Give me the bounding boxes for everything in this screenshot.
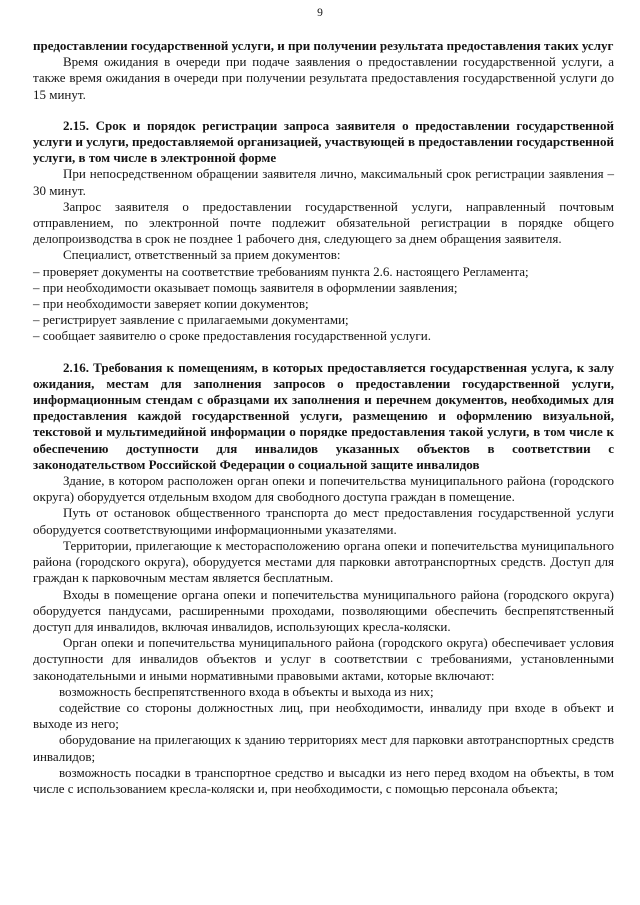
paragraph-2-15-2: Запрос заявителя о предоставлении государственной услуги, направленный почтовым отправлением, по электронной почте подлежит обязательной регистрации в порядке общего делопроизводства в срок не позднее 1 рабочего дня, следующего за днем обращения заявителя. bbox=[33, 198, 614, 247]
paragraph-2-15-1: При непосредственном обращении заявителя лично, максимальный срок регистрации заявления – 30 минут. bbox=[33, 166, 614, 198]
list-item: – регистрирует заявление с прилагаемыми документами; bbox=[33, 312, 349, 328]
page-number: 9 bbox=[317, 7, 323, 19]
paragraph-2-16-3: Территории, прилегающие к месторасположению органа опеки и попечительства муниципального района (городского округа), оборудуется местами для парковки автотранспортных средств. Доступ для граждан к парковочным местам является бесплатным. bbox=[33, 537, 614, 586]
list-item: – при необходимости оказывает помощь заявителя в оформлении заявления; bbox=[33, 279, 458, 295]
document-body bbox=[33, 38, 614, 797]
paragraph-waiting-time: Время ожидания в очереди при подаче заявления о предоставлении государственной услуги, а также время ожидания в очереди при получении результата предоставления государственной услуги до 15 минут. bbox=[33, 54, 614, 102]
heading-continuation: предоставлении государственной услуги, и при получении результата предоставления таких услуг bbox=[33, 38, 614, 53]
section-heading-2-15: 2.15. Срок и порядок регистрации запроса заявителя о предоставлении государственной услуги и услуги, предоставляемой организацией, участвующей в предоставлении государственной услуги, в том числе в электронной форме bbox=[33, 117, 614, 166]
list-item: – проверяет документы на соответствие требованиям пункта 2.6. настоящего Регламента; bbox=[33, 263, 529, 279]
list-item: оборудование на прилегающих к зданию территориях мест для парковки автотранспортных средств инвалидов; bbox=[33, 732, 614, 764]
list-item: возможность посадки в транспортное средство и высадки из него перед входом на объекты, в том числе с использованием кресла-коляски и, при необходимости, с помощью персонала объекта; bbox=[33, 764, 614, 796]
paragraph-2-16-1: Здание, в котором расположен орган опеки и попечительства муниципального района (городского округа) оборудуется отдельным входом для свободного доступа граждан в помещение. bbox=[33, 473, 614, 505]
list-item: содействие со стороны должностных лиц, при необходимости, инвалиду при входе в объект и выходе из него; bbox=[33, 699, 614, 732]
paragraph-2-15-3: Специалист, ответственный за прием документов: bbox=[63, 247, 341, 263]
paragraph-2-16-4: Входы в помещение органа опеки и попечительства муниципального района (городского округа) оборудуется пандусами, расширенными проходами, позволяющими обеспечить беспрепятственный доступ для инвалидов, включая инвалидов, использующих кресла-коляски. bbox=[33, 586, 614, 634]
section-heading-2-16: 2.16. Требования к помещениям, в которых предоставляется государственная услуга, к залу ожидания, местам для заполнения запросов о предоставлении государственной услуги, информационным стендам с образцами их заполнения и перечнем документов, необходимых для предоставления каждой государственной услуги, размещению и оформлению визуальной, текстовой и мультимедийной информации о порядке предоставления такой услуги, в том числе к обеспечению доступности для инвалидов указанных объектов в соответствии с законодательством Российской Федерации о социальной защите инвалидов bbox=[33, 359, 614, 472]
list-item: – сообщает заявителю о сроке предоставления государственной услуги. bbox=[33, 328, 431, 344]
paragraph-2-16-2: Путь от остановок общественного транспорта до мест предоставления государственной услуги оборудуется соответствующими информационными указателями. bbox=[33, 505, 614, 537]
list-item: возможность беспрепятственного входа в объекты и выхода из них; bbox=[59, 683, 434, 699]
paragraph-2-16-5: Орган опеки и попечительства муниципального района (городского округа) обеспечивает условия доступности для инвалидов объектов и услуг в соответствии с требованиями, установленными законодательными и иными нормативными правовыми актами, которые включают: bbox=[33, 635, 614, 683]
list-item: – при необходимости заверяет копии документов; bbox=[33, 296, 309, 312]
